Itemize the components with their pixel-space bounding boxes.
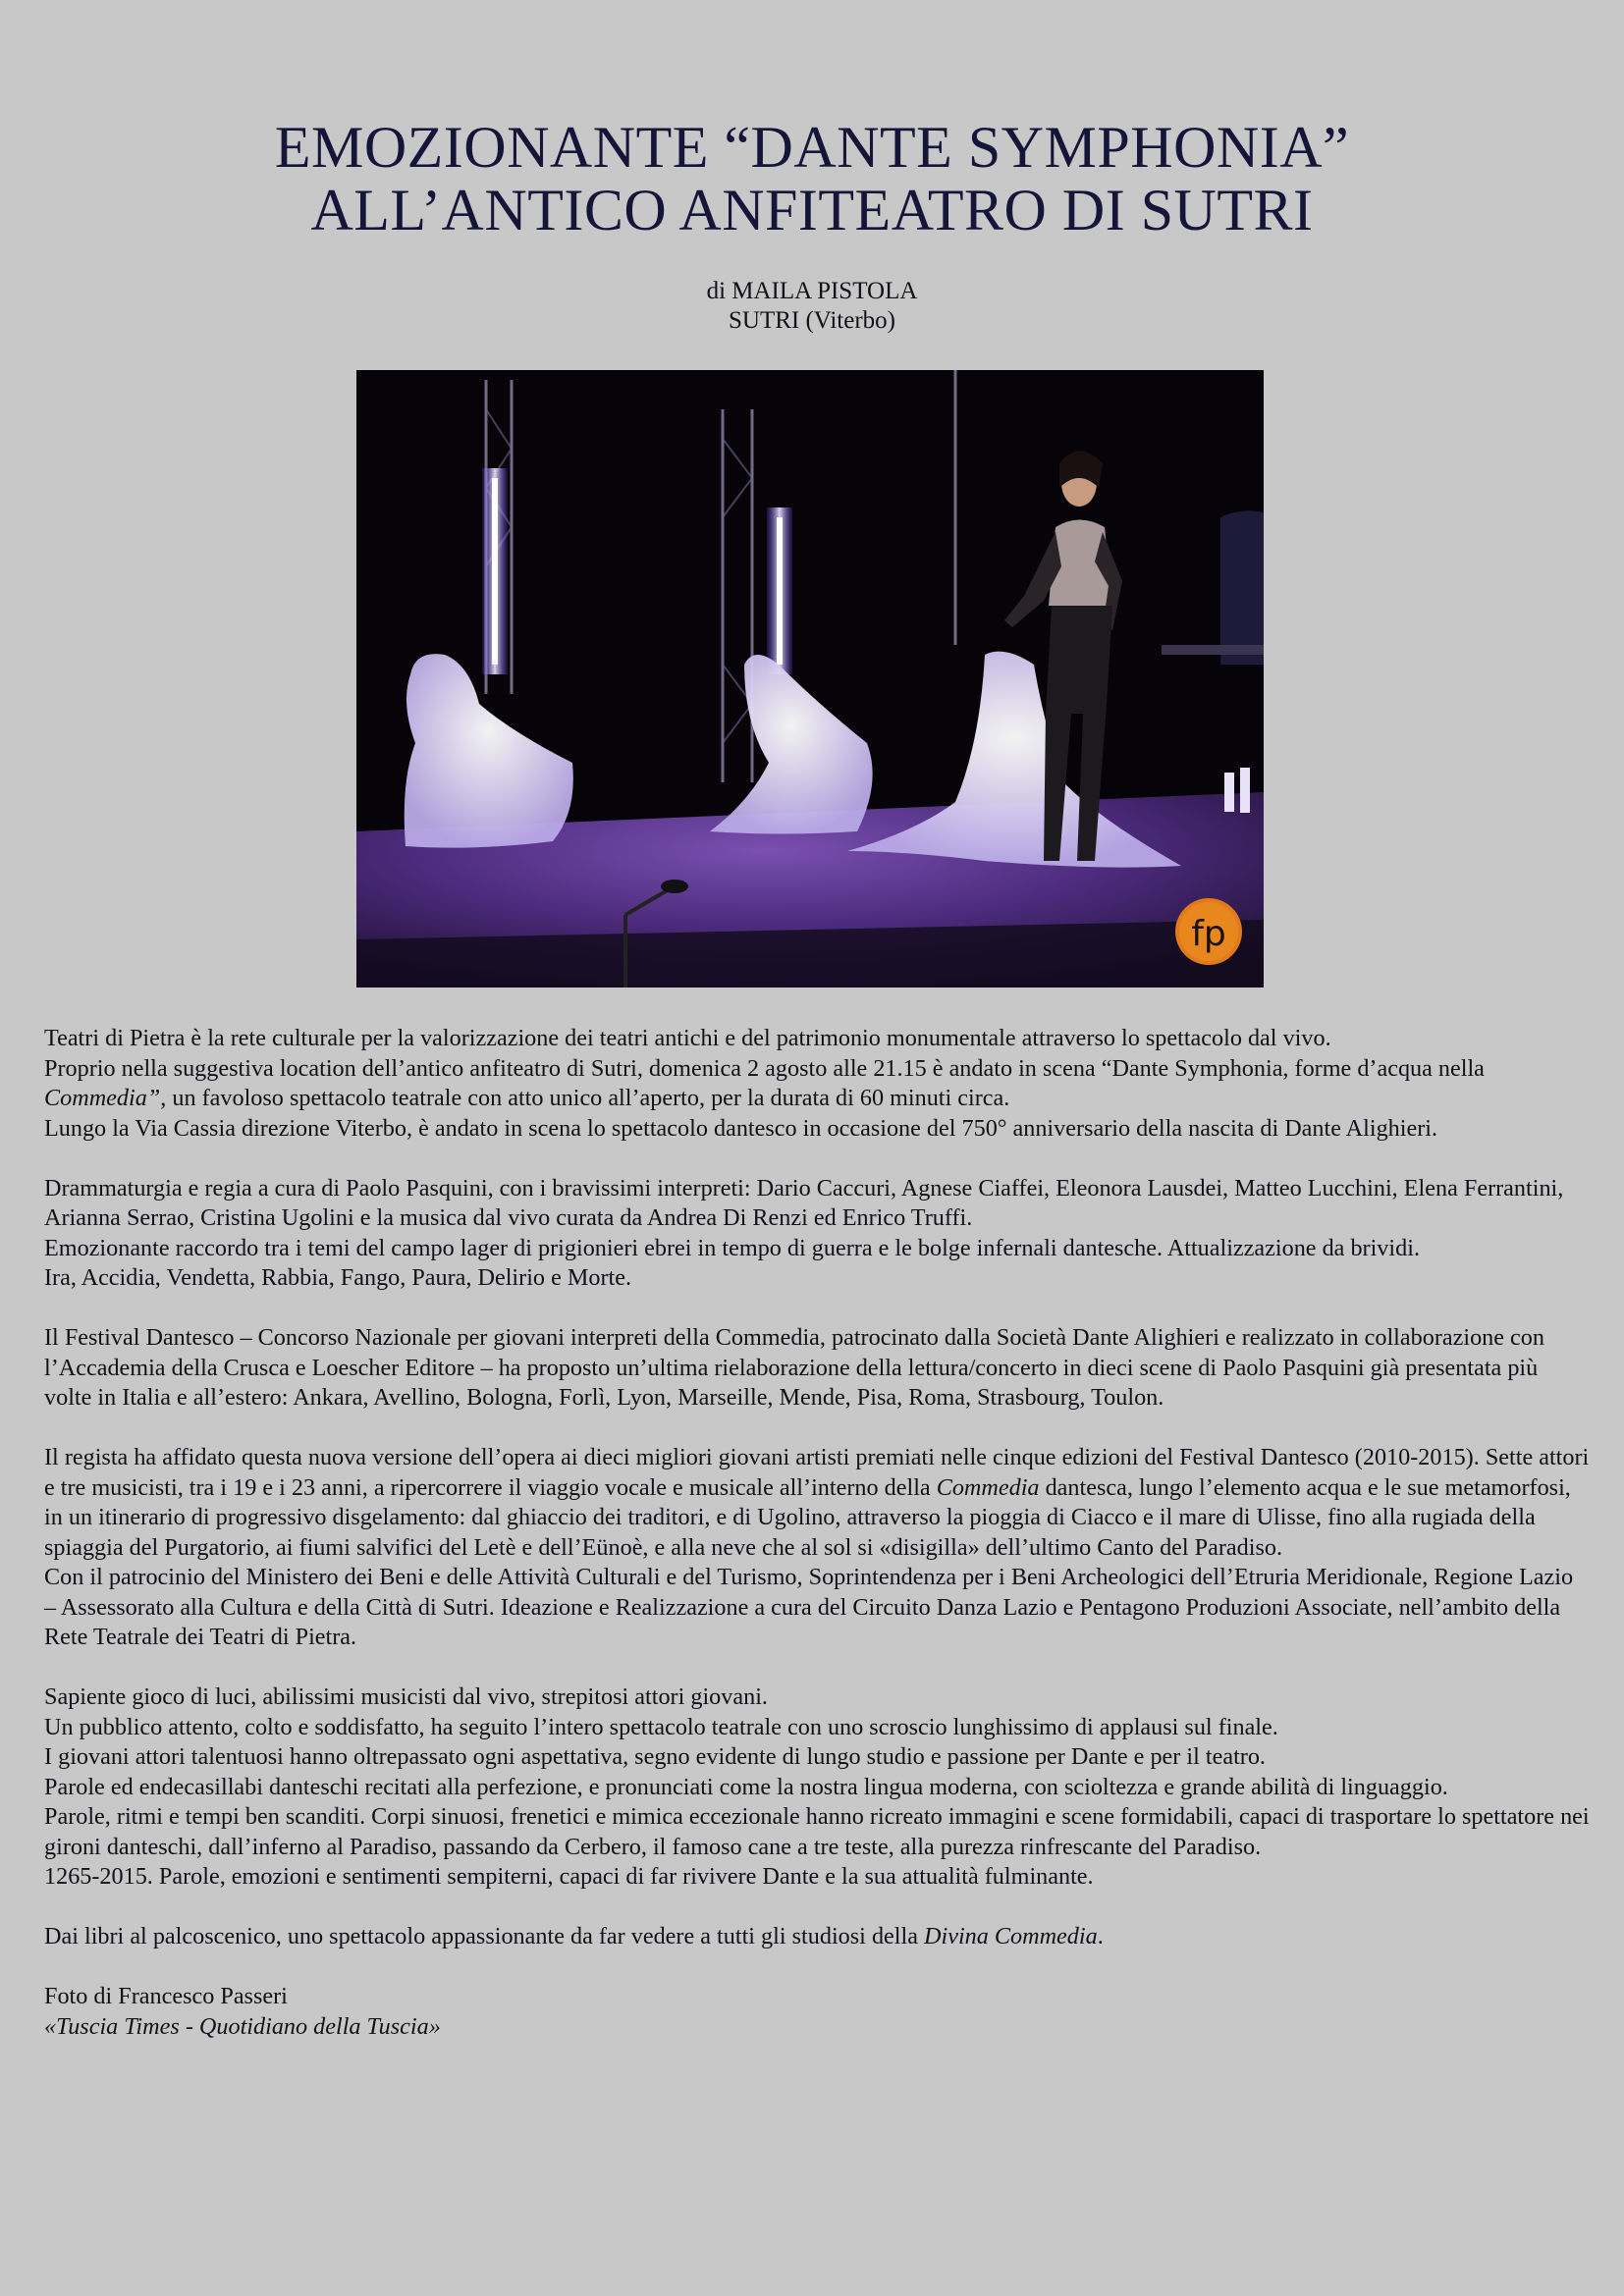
paragraph: Con il patrocinio del Ministero dei Beni e delle Attività Culturali e del Turismo, Soprintendenza per i Beni Archeologici dell’Etruria Meridionale, Regione Lazio – Assessorato alla Cultura e della Città di Sutri. Ideazione e Realizzazione a cura del Circuito Danza Lazio e Pentagono Produzioni Associate, nell’ambito della Rete Teatrale dei Teatri di Pietra.: [44, 1564, 1574, 1650]
logo-text: fp: [1191, 914, 1226, 954]
paragraph: Un pubblico attento, colto e soddisfatto, ha seguito l’intero spettacolo teatrale con uno scroscio lunghissimo di applausi sul finale.: [44, 1713, 1278, 1740]
location: SUTRI (Viterbo): [729, 307, 895, 334]
paragraph: Parole ed endecasillabi danteschi recitati alla perfezione, e pronunciati come la nostra lingua moderna, con scioltezza e grande abilità di linguaggio.: [44, 1773, 1448, 1800]
paragraph: Emozionante raccordo tra i temi del campo lager di prigionieri ebrei in tempo di guerra e le bolge infernali dantesche. Attualizzazione da brividi.: [44, 1234, 1420, 1261]
paragraph: Ira, Accidia, Vendetta, Rabbia, Fango, Paura, Delirio e Morte.: [44, 1264, 632, 1291]
paragraph: Il Festival Dantesco – Concorso Nazionale per giovani interpreti della Commedia, patrocinato dalla Società Dante Alighieri e realizzato in collaborazione con l’Accademia della Crusca e Loescher Editore – ha proposto un’ultima rielaborazione della lettura/concerto in dieci scene di Paolo Pasquini già presentata più volte in Italia e all’estero: Ankara, Avellino, Bologna, Forlì, Lyon, Marseille, Mende, Pisa, Roma, Strasbourg, Toulon.: [44, 1324, 1544, 1411]
paragraph: I giovani attori talentuosi hanno oltrepassato ogni aspettativa, segno evidente di lungo studio e passione per Dante e per il teatro.: [44, 1743, 1266, 1770]
paragraph: Drammaturgia e regia a cura di Paolo Pasquini, con i bravissimi interpreti: Dario Caccuri, Agnese Ciaffei, Eleonora Lausdei, Matteo Lucchini, Elena Ferrantini, Arianna Serrao, Cristina Ugolini e la musica dal vivo curata da Andrea Di Renzi ed Enrico Truffi.: [44, 1174, 1564, 1231]
title-line-1: EMOZIONANTE “DANTE SYMPHONIA”: [274, 115, 1350, 180]
paragraph: Lungo la Via Cassia direzione Viterbo, è andato in scena lo spettacolo dantesco in occasione del 750° anniversario della nascita di Dante Alighieri.: [44, 1114, 1438, 1142]
paragraph: Proprio nella suggestiva location dell’antico anfiteatro di Sutri, domenica 2 agosto alle 21.15 è andato in scena “Dante Symphonia, forme d’acqua nella Commedia”, un favoloso spettacolo teatrale con atto unico all’aperto, per la durata di 60 minuti circa.: [44, 1054, 1485, 1111]
author: di MAILA PISTOLA: [706, 278, 918, 304]
paragraph: Teatri di Pietra è la rete culturale per la valorizzazione dei teatri antichi e del patrimonio monumentale attraverso lo spettacolo dal vivo.: [44, 1025, 1331, 1051]
paragraph: Parole, ritmi e tempi ben scanditi. Corpi sinuosi, frenetici e mimica eccezionale hanno ricreato immagini e scene formidabili, capaci di trasportare lo spettatore nei gironi danteschi, dall’inferno al Paradiso, passando da Cerbero, il famoso cane a tre teste, alla purezza rinfrescante del Paradiso.: [44, 1803, 1590, 1860]
title-line-2: ALL’ANTICO ANFITEATRO DI SUTRI: [310, 178, 1314, 242]
article-body: [44, 1024, 1591, 2042]
paragraph: 1265-2015. Parole, emozioni e sentimenti sempiterni, capaci di far rivivere Dante e la sua attualità fulminante.: [44, 1863, 1094, 1890]
paragraph: Dai libri al palcoscenico, uno spettacolo appassionante da far vedere a tutti gli studiosi della Divina Commedia.: [44, 1923, 1104, 1949]
source-credit: «Tuscia Times - Quotidiano della Tuscia»: [44, 2012, 441, 2040]
paragraph: Il regista ha affidato questa nuova versione dell’opera ai dieci migliori giovani artisti premiati nelle cinque edizioni del Festival Dantesco (2010-2015). Sette attori e tre musicisti, tra i 19 e i 23 anni, a ripercorrere il viaggio vocale e musicale all’interno della Commedia dantesca, lungo l’elemento acqua e le sue metamorfosi, in un itinerario di progressivo disgelamento: dal ghiaccio dei traditori, e di Ugolino, attraverso la pioggia di Ciacco e il mare di Ulisse, fino alla rugiada della spiaggia del Purgatorio, ai fiumi salvifici del Letè e dell’Eünoè, e alla neve che al sol si «disigilla» dell’ultimo Canto del Paradiso.: [44, 1444, 1590, 1561]
stage-photo: [356, 370, 1264, 988]
article-title: [0, 116, 1624, 241]
byline: [0, 277, 1624, 336]
paragraph: Sapiente gioco di luci, abilissimi musicisti dal vivo, strepitosi attori giovani.: [44, 1683, 768, 1710]
photo-credit: Foto di Francesco Passeri: [44, 1983, 288, 2009]
